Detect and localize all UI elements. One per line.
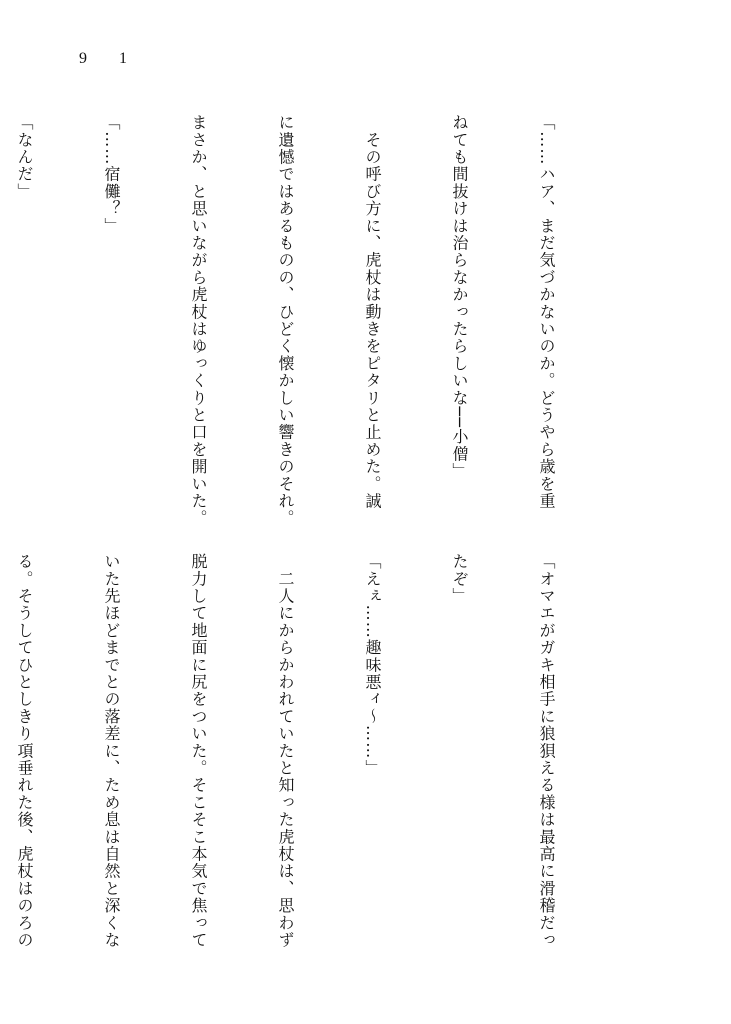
- text-line: たぞ」: [450, 553, 469, 605]
- text-line: 「オマエがガキ相手に狼狽える様は最高に滑稽だっ: [537, 553, 556, 949]
- text-column-top: [15, 114, 619, 527]
- text-line: る。そうしてひとしきり項垂れた後、虎杖はのろの: [15, 553, 34, 949]
- text-line: ねても間抜けは治らなかったらしいな──小僧」: [450, 114, 469, 480]
- text-line: 「……ハア、まだ気づかないのか。どうやら歳を重: [537, 114, 556, 510]
- text-line: 「……宿儺？」: [102, 114, 121, 235]
- text-line: 二人にからかわれていたと知った虎杖は、思わず: [276, 553, 295, 949]
- text-line: 「なんだ」: [15, 114, 34, 200]
- text-line: 「えぇ……趣味悪ィ～……」: [363, 553, 382, 777]
- text-column-bottom: [15, 553, 619, 949]
- text-line: 脱力して地面に尻をついた。そこそこ本気で焦って: [189, 553, 208, 949]
- text-line: に遺憾ではあるものの、ひどく懐かしい響きのそれ。: [276, 114, 295, 527]
- text-line: いた先ほどまでとの落差に、ため息は自然と深くな: [102, 553, 121, 949]
- page-number: 9 1: [79, 50, 141, 67]
- text-line: その呼び方に、虎杖は動きをピタリと止めた。誠: [363, 114, 382, 510]
- text-line: まさか、と思いながら虎杖はゆっくりと口を開いた。: [189, 114, 208, 527]
